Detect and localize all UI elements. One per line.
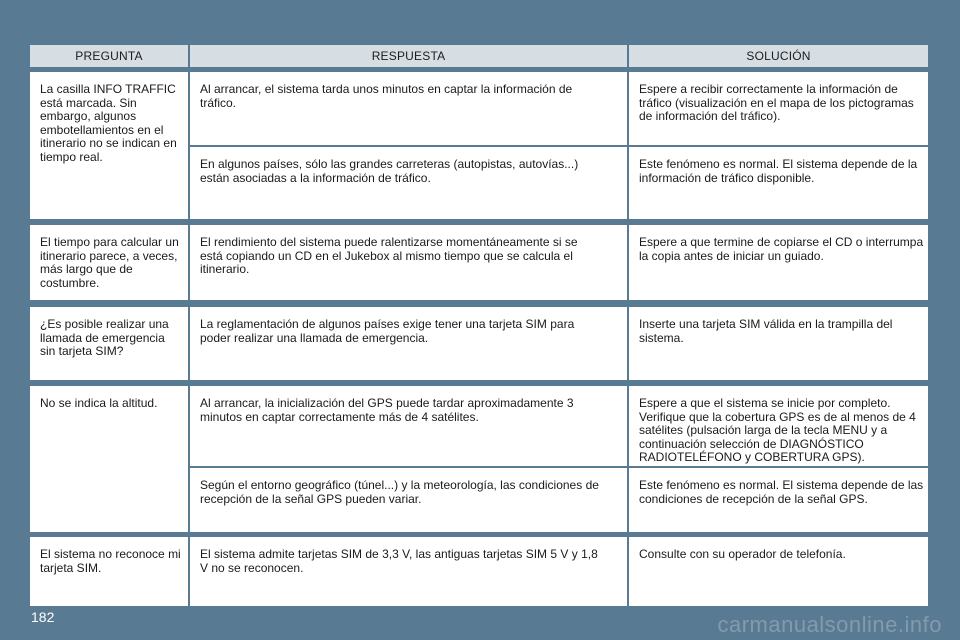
table-group-sim-card	[30, 537, 928, 606]
question-cell: No se indica la altitud.	[30, 386, 188, 532]
solution-cell: Espere a que el sistema se inicie por completo. Verifique que la cobertura GPS es de al menos de 4 satélites (pulsación larga de la tecla MENU y a continuación selección de DIAGNÓSTICO RADIOTELÉFONO y COBERTURA GPS).	[629, 386, 928, 466]
answer-cell: El rendimiento del sistema puede ralentizarse momentáneamente si se está copiando un CD en el Jukebox al mismo tiempo que se calcula el itinerario.	[190, 225, 627, 300]
table-group-altitude	[30, 386, 928, 532]
answer-cell: En algunos países, sólo las grandes carreteras (autopistas, autovías...) están asociadas a la información de tráfico.	[190, 147, 627, 219]
table-row	[190, 72, 928, 145]
table-row	[190, 537, 928, 606]
table-row	[190, 307, 928, 380]
table-row	[190, 225, 928, 300]
table-group-itinerary-time	[30, 225, 928, 300]
solution-cell: Espere a que termine de copiarse el CD o interrumpa la copia antes de iniciar un guiado.	[629, 225, 928, 300]
answer-cell: Al arrancar, la inicialización del GPS puede tardar aproximadamente 3 minutos en captar correctamente más de 4 satélites.	[190, 386, 627, 466]
table-row	[190, 386, 928, 466]
solution-cell: Este fenómeno es normal. El sistema depende de las condiciones de recepción de la señal GPS.	[629, 468, 928, 532]
table-row	[190, 147, 928, 219]
page-number: 182	[31, 609, 55, 625]
question-cell: El tiempo para calcular un itinerario parece, a veces, más largo que de costumbre.	[30, 225, 188, 300]
question-cell: El sistema no reconoce mi tarjeta SIM.	[30, 537, 188, 606]
solution-cell: Este fenómeno es normal. El sistema depende de la información de tráfico disponible.	[629, 147, 928, 219]
table-group-info-traffic	[30, 72, 928, 219]
header-question: PREGUNTA	[30, 45, 188, 67]
header-solution: SOLUCIÓN	[629, 45, 928, 67]
solution-cell: Espere a recibir correctamente la información de tráfico (visualización en el mapa de los pictogramas de información del tráfico).	[629, 72, 928, 145]
header-answer: RESPUESTA	[190, 45, 627, 67]
solution-cell: Inserte una tarjeta SIM válida en la trampilla del sistema.	[629, 307, 928, 380]
table-header	[30, 45, 928, 67]
question-cell: La casilla INFO TRAFFIC está marcada. Sin embargo, algunos embotellamientos en el itinerario no se indican en tiempo real.	[30, 72, 188, 219]
watermark: carmanualsonline.info	[717, 612, 942, 637]
table-group-emergency-call	[30, 307, 928, 380]
answer-cell: El sistema admite tarjetas SIM de 3,3 V, las antiguas tarjetas SIM 5 V y 1,8 V no se reconocen.	[190, 537, 627, 606]
question-cell: ¿Es posible realizar una llamada de emergencia sin tarjeta SIM?	[30, 307, 188, 380]
answer-cell: Según el entorno geográfico (túnel...) y la meteorología, las condiciones de recepción de la señal GPS pueden variar.	[190, 468, 627, 532]
answer-cell: La reglamentación de algunos países exige tener una tarjeta SIM para poder realizar una llamada de emergencia.	[190, 307, 627, 380]
answer-cell: Al arrancar, el sistema tarda unos minutos en captar la información de tráfico.	[190, 72, 627, 145]
solution-cell: Consulte con su operador de telefonía.	[629, 537, 928, 606]
table-row	[190, 468, 928, 532]
